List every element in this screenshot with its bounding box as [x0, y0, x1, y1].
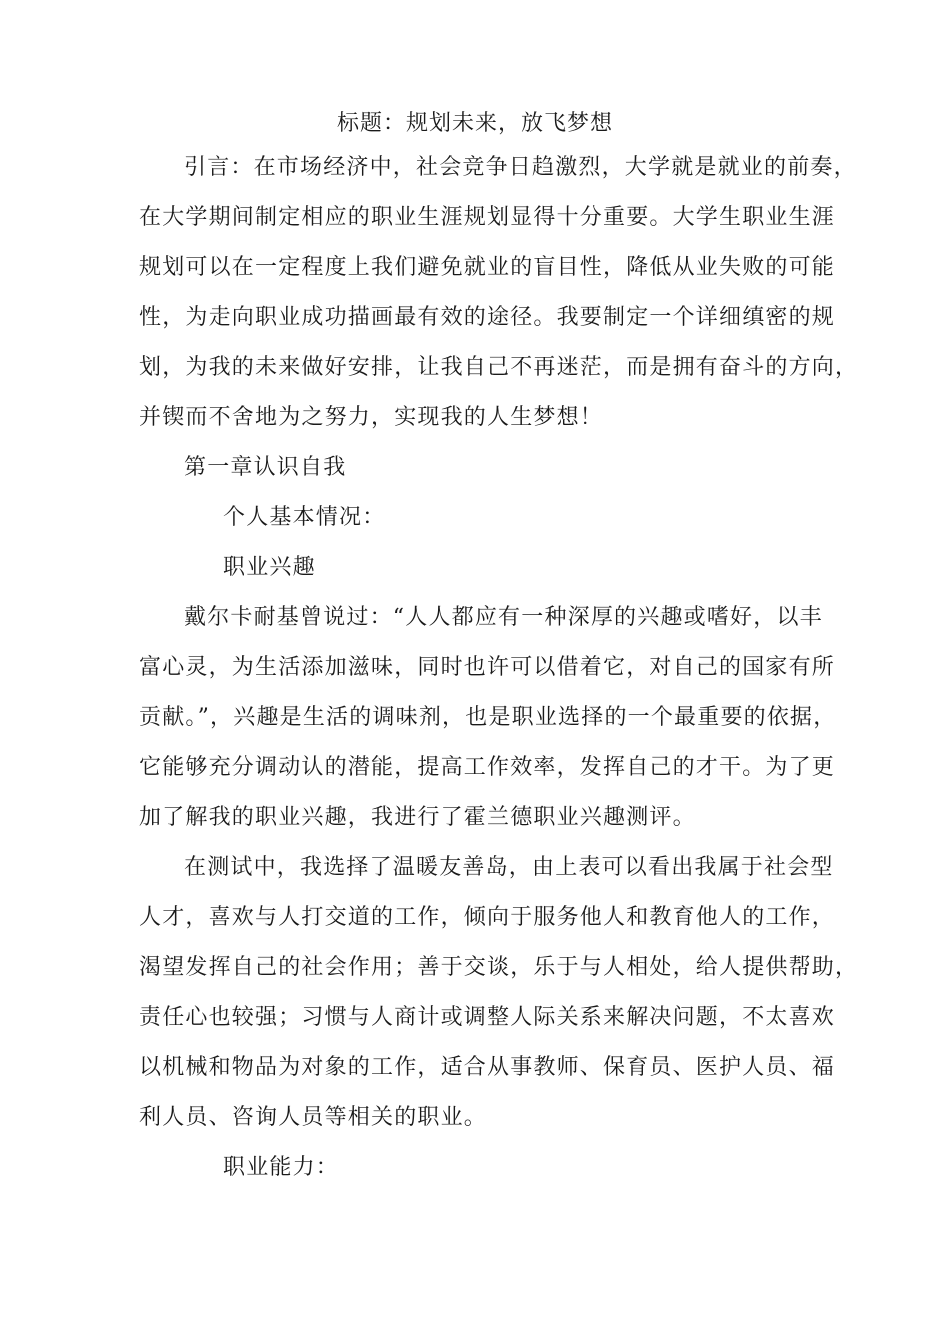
- section-heading-ability: 职业能力：: [223, 1155, 340, 1180]
- test-line-4: 责任心也较强；习惯与人商计或调整人际关系来解决问题，不太喜欢: [139, 1005, 836, 1030]
- test-line-6: 利人员、咨询人员等相关的职业。: [139, 1105, 488, 1130]
- section-heading-interest: 职业兴趣: [223, 555, 316, 580]
- intro-line-5: 划，为我的未来做好安排，让我自己不再迷茫，而是拥有奋斗的方向，: [139, 355, 859, 380]
- interest-line-5: 加了解我的职业兴趣，我进行了霍兰德职业兴趣测评。: [139, 805, 696, 830]
- interest-line-2: 富心灵，为生活添加滋味，同时也许可以借着它，对自己的国家有所: [139, 655, 836, 680]
- intro-line-4: 性，为走向职业成功描画最有效的途径。我要制定一个详细缜密的规: [139, 305, 836, 330]
- test-line-5: 以机械和物品为对象的工作，适合从事教师、保育员、医护人员、福: [139, 1055, 836, 1080]
- interest-line-1: 戴尔卡耐基曾说过：“人人都应有一种深厚的兴趣或嗜好，以丰: [184, 605, 823, 630]
- interest-line-3: 贡献。”，兴趣是生活的调味剂，也是职业选择的一个最重要的依据，: [139, 705, 837, 730]
- test-line-3: 渴望发挥自己的社会作用；善于交谈，乐于与人相处，给人提供帮助，: [139, 955, 859, 980]
- intro-line-1: 引言：在市场经济中，社会竞争日趋激烈，大学就是就业的前奏，: [184, 155, 857, 180]
- section-heading-basic: 个人基本情况：: [223, 505, 386, 530]
- document-title: 标题：规划未来，放飞梦想: [336, 111, 613, 136]
- intro-line-2: 在大学期间制定相应的职业生涯规划显得十分重要。大学生职业生涯: [139, 205, 836, 230]
- chapter-heading: 第一章认识自我: [184, 455, 347, 480]
- intro-line-6: 并锲而不舍地为之努力，实现我的人生梦想！: [139, 405, 604, 430]
- test-line-1: 在测试中，我选择了温暖友善岛，由上表可以看出我属于社会型: [184, 855, 834, 880]
- test-line-2: 人才，喜欢与人打交道的工作，倾向于服务他人和教育他人的工作，: [139, 905, 836, 930]
- interest-line-4: 它能够充分调动认的潜能，提高工作效率，发挥自己的才干。为了更: [139, 755, 836, 780]
- intro-line-3: 规划可以在一定程度上我们避免就业的盲目性，降低从业失败的可能: [139, 255, 836, 280]
